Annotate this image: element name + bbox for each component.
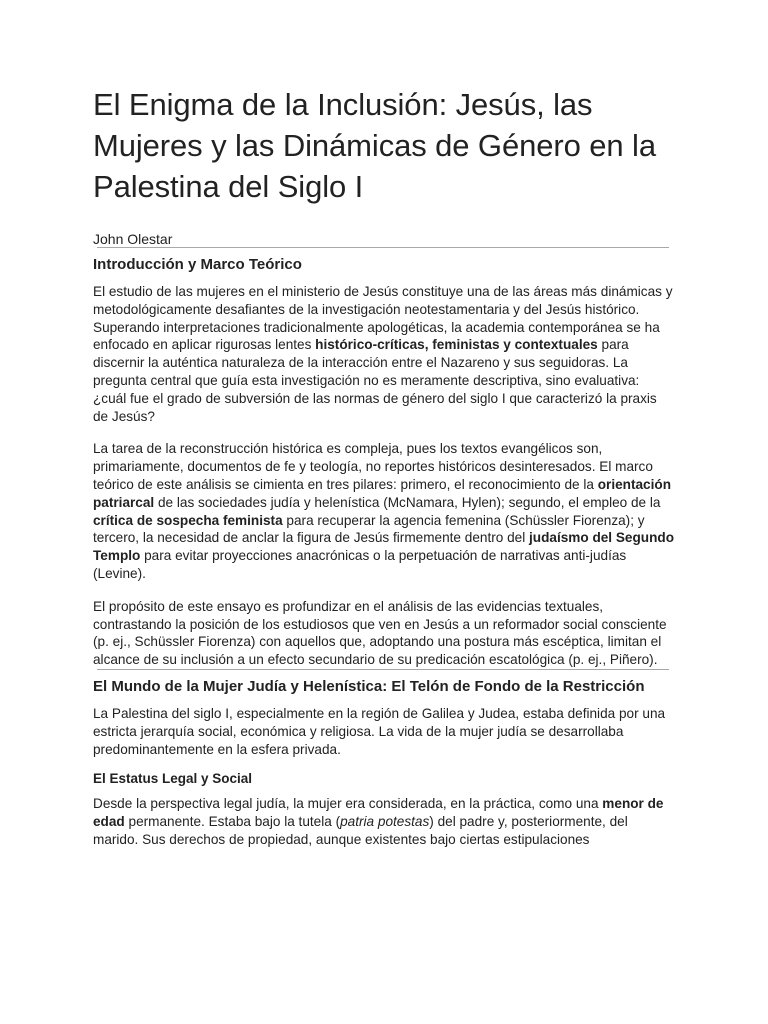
document-title: El Enigma de la Inclusión: Jesús, las Mujeres y las Dinámicas de Género en la Palestina del Siglo I xyxy=(93,87,656,204)
section-divider xyxy=(97,669,669,670)
bold-text: histórico-críticas, feministas y contextuales xyxy=(315,337,598,353)
text-run: de las sociedades judía y helenística (McNamara, Hylen); segundo, el empleo de la xyxy=(154,494,661,510)
section-heading-mundo-mujer: El Mundo de la Mujer Judía y Helenística: El Telón de Fondo de la Restricción xyxy=(93,677,645,695)
paragraph xyxy=(93,705,675,758)
paragraph xyxy=(93,440,675,582)
text-run: permanente. Estaba bajo la tutela ( xyxy=(124,814,341,830)
section-heading-introduccion: Introducción y Marco Teórico xyxy=(93,256,302,273)
text-run: ) del padre y, posteriormente, del marido. Sus derechos de propiedad, aunque existentes bajo ciertas estipulaciones xyxy=(93,814,628,847)
text-run: para recuperar la agencia femenina (Schüssler Fiorenza); y tercero, la necesidad de anclar la figura de Jesús firmemente dentro del xyxy=(93,512,645,546)
text-run: La Palestina del siglo I, especialmente en la región de Galilea y Judea, estaba definida por una estricta jerarquía social, económica y religiosa. La vida de la mujer judía se desarrollaba predominantemente en la esfera privada. xyxy=(93,705,666,757)
bold-text: menor de edad xyxy=(93,796,664,830)
text-run: El estudio de las mujeres en el ministerio de Jesús constituye una de las áreas más dinámicas y metodológicamente desafiantes de la investigación neotestamentaria y del Jesús histórico. Superando interpretaciones tradicionalmente apologéticas, la academia contemporánea se ha enfocado en aplicar rigurosas lentes xyxy=(93,284,673,353)
bold-text: orientación patriarcal xyxy=(93,476,671,510)
bold-text: judaísmo del Segundo Templo xyxy=(93,530,675,564)
text-run: La tarea de la reconstrucción histórica es compleja, pues los textos evangélicos son, primariamente, documentos de fe y teología, no reportes históricos desinteresados. El marco teórico de este análisis se cimienta en tres pilares: primero, el reconocimiento de la xyxy=(93,441,653,492)
subsection-heading-estatus-legal: El Estatus Legal y Social xyxy=(93,771,253,787)
paragraph xyxy=(93,795,675,848)
bold-text: crítica de sospecha feminista xyxy=(93,512,283,528)
text-run: El propósito de este ensayo es profundizar en el análisis de las evidencias textuales, contrastando la posición de los estudiosos que ven en Jesús a un reformador social consciente (p. ej., Schüssler Fiorenza) con aquellos que, adoptando una postura más escéptica, limitan el alcance de su inclusión a un efecto secundario de su predicación escatológica (p. ej., Piñero). xyxy=(93,598,667,668)
paragraph xyxy=(93,283,675,425)
author-name: John Olestar xyxy=(93,231,173,247)
italic-text: patria potestas xyxy=(340,814,430,830)
text-run: para discernir la auténtica naturaleza de la interacción entre el Nazareno y sus seguidoras. La pregunta central que guía esta investigación no es meramente descriptiva, sino evaluativa: ¿cuál fue el grado de subversión de las normas de género del siglo I que caracterizó la praxis de Jesús? xyxy=(93,337,657,424)
section-divider xyxy=(97,247,669,248)
paragraph xyxy=(93,598,675,669)
text-run: para evitar proyecciones anacrónicas o la perpetuación de narrativas anti-judías (Levine). xyxy=(93,548,627,581)
text-run: Desde la perspectiva legal judía, la mujer era considerada, en la práctica, como una xyxy=(93,796,603,812)
